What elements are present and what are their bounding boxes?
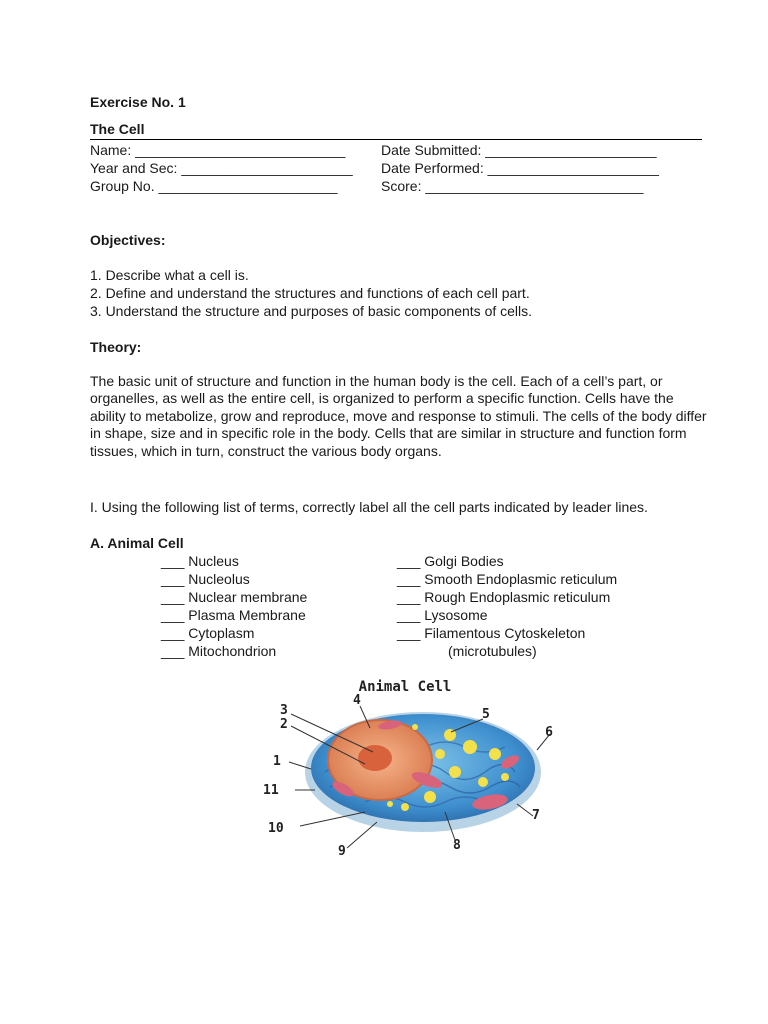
- term-item: ___ Nucleolus: [161, 571, 250, 587]
- name-field[interactable]: Name: ___________________________: [90, 142, 346, 158]
- date-submitted-field[interactable]: Date Submitted: ______________________: [381, 142, 657, 158]
- objective-item: 3. Understand the structure and purposes of basic components of cells.: [90, 303, 533, 319]
- right-term-list: [397, 552, 617, 660]
- label-2: 2: [280, 717, 288, 732]
- exercise-title: Exercise No. 1: [90, 94, 186, 110]
- term-item: ___ Mitochondrion: [161, 643, 277, 659]
- term-item: ___ Lysosome: [397, 607, 488, 623]
- term-item: ___ Nuclear membrane: [161, 589, 308, 605]
- term-item: ___ Plasma Membrane: [161, 607, 306, 623]
- score-field[interactable]: Score: ____________________________: [381, 178, 644, 194]
- label-10: 10: [268, 821, 284, 836]
- section-a-heading: A. Animal Cell: [90, 535, 184, 551]
- label-4: 4: [353, 693, 361, 708]
- nucleolus-shape: [358, 745, 392, 771]
- label-1: 1: [273, 754, 281, 769]
- label-7: 7: [532, 808, 540, 823]
- title-rule: [90, 139, 702, 140]
- left-term-list: [161, 552, 307, 660]
- term-item: ___ Filamentous Cytoskeleton: [397, 625, 586, 641]
- objectives-heading: Objectives:: [90, 232, 166, 248]
- theory-heading: Theory:: [90, 339, 142, 355]
- group-no-field[interactable]: Group No. _______________________: [90, 178, 338, 194]
- objective-item: 2. Define and understand the structures and functions of each cell part.: [90, 285, 530, 301]
- label-6: 6: [545, 725, 553, 740]
- diagram-title: Animal Cell: [358, 679, 452, 695]
- term-item: (microtubules): [448, 643, 537, 659]
- term-item: ___ Smooth Endoplasmic reticulum: [397, 571, 618, 587]
- date-performed-field[interactable]: Date Performed: ______________________: [381, 160, 659, 176]
- topic-title: The Cell: [90, 121, 145, 137]
- term-item: ___ Golgi Bodies: [397, 553, 504, 569]
- year-sec-field[interactable]: Year and Sec: ______________________: [90, 160, 353, 176]
- label-11: 11: [263, 783, 279, 798]
- term-item: ___ Rough Endoplasmic reticulum: [397, 589, 611, 605]
- term-item: ___ Nucleus: [161, 553, 239, 569]
- theory-paragraph: The basic unit of structure and function in the human body is the cell. Each of a cell’s part, or organelles, as well as the entire cell, is organized to perform a specific function. Cells have the ability to metabolize, grow and reproduce, move and response to stimuli. The cells of the body differ in shape, size and in specific role in the body. Cells that are similar in structure and function form tissues, which in turn, construct the various body organs.: [90, 373, 707, 459]
- instruction-text: I. Using the following list of terms, correctly label all the cell parts indicated by leader lines.: [90, 499, 648, 515]
- label-3: 3: [280, 703, 288, 718]
- label-9: 9: [338, 844, 346, 859]
- animal-cell-diagram: [255, 672, 555, 862]
- term-item: ___ Cytoplasm: [161, 625, 255, 641]
- label-8: 8: [453, 838, 461, 853]
- objective-item: 1. Describe what a cell is.: [90, 267, 249, 283]
- label-5: 5: [482, 707, 490, 722]
